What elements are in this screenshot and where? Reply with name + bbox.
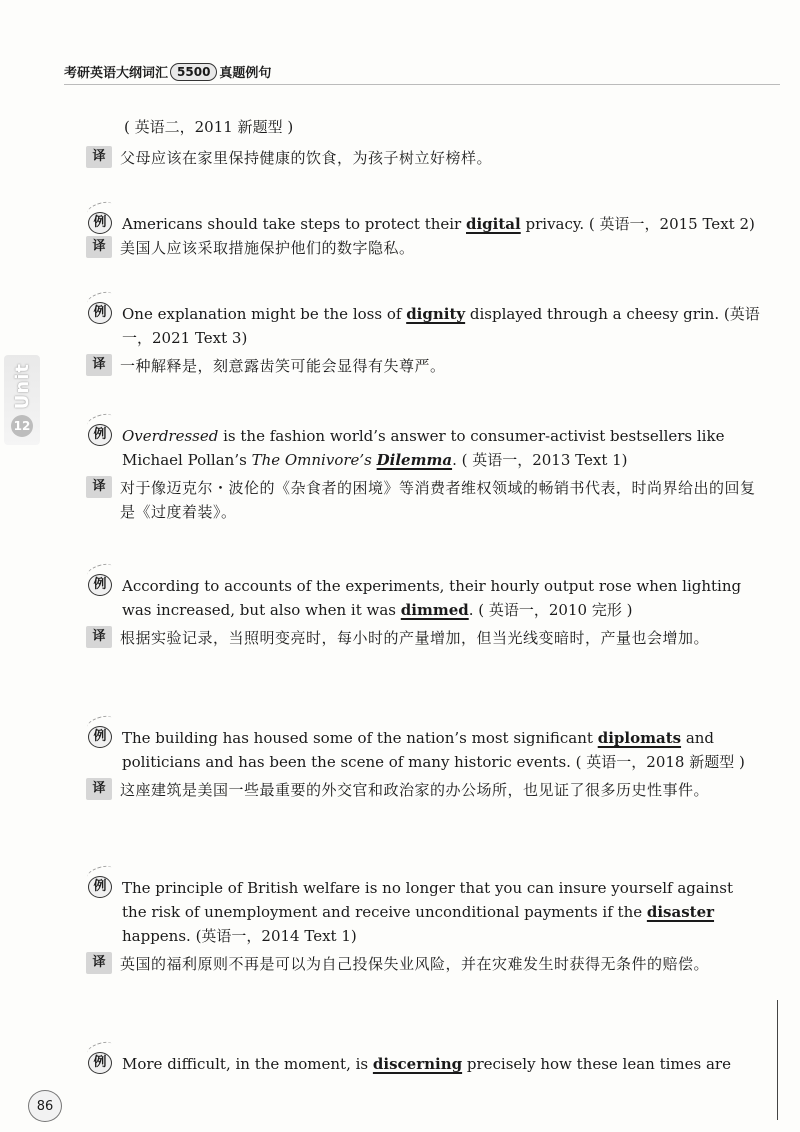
sentence-source: . ( 英语一，2010 完形 ): [468, 601, 633, 619]
sentence-text: According to accounts of the experiments, their hourly output rose when lighting was increased, but also when it was: [122, 577, 742, 619]
example-label: 例: [88, 302, 112, 324]
running-header: [64, 62, 271, 81]
keyword: dimmed: [400, 601, 469, 619]
margin-rule: [777, 1000, 778, 1120]
sentence-source: precisely how these lean times are: [462, 1055, 731, 1073]
translation-label: 译: [86, 236, 112, 258]
book-title: The Omnivore’s: [251, 451, 377, 469]
keyword: discerning: [372, 1055, 463, 1073]
translation-text: 父母应该在家里保持健康的饮食，为孩子树立好榜样。: [120, 149, 493, 167]
page-number: 86: [28, 1090, 62, 1122]
sentence-text: Americans should take steps to protect their: [122, 215, 466, 233]
example-label: 例: [88, 424, 112, 446]
translation-text: 美国人应该采取措施保护他们的数字隐私。: [120, 239, 415, 257]
translation-text: 一种解释是，刻意露齿笑可能会显得有失尊严。: [120, 357, 446, 375]
example-label: 例: [88, 726, 112, 748]
example-entry: [86, 302, 760, 378]
sentence-text: The principle of British welfare is no longer that you can insure yourself against the risk of unemployment and receive unconditional payments if the: [122, 879, 733, 921]
sentence-text: is the fashion world’s answer to consumer-activist bestsellers like Michael Pollan’s: [122, 427, 725, 469]
example-entry: [86, 1052, 760, 1076]
translation-text: 根据实验记录，当照明变亮时，每小时的产量增加，但当光线变暗时，产量也会增加。: [120, 629, 710, 647]
translation-text: 对于像迈克尔・波伦的《杂食者的困境》等消费者维权领域的畅销书代表，时尚界给出的回复是《过度着装》。: [120, 479, 756, 521]
sentence-text: The building has housed some of the nation’s most significant: [122, 729, 598, 747]
unit-number: 12: [11, 415, 33, 437]
previous-entry-source: ( 英语二，2011 新题型 ): [124, 118, 294, 136]
sentence-text: More difficult, in the moment, is: [122, 1055, 373, 1073]
example-sentence: [122, 302, 760, 350]
example-label: 例: [88, 574, 112, 596]
example-sentence: [122, 574, 760, 622]
book-title: Overdressed: [122, 427, 219, 445]
example-entry: [86, 876, 760, 976]
sentence-source: and politicians and has been the scene of many historic events. ( 英语一，2018 新题型 ): [122, 729, 745, 771]
header-badge: 5500: [170, 63, 217, 81]
translation-label: 译: [86, 952, 112, 974]
translation-text: 英国的福利原则不再是可以为自己投保失业风险，并在灾难发生时获得无条件的赔偿。: [120, 955, 710, 973]
sentence-source: . ( 英语一，2013 Text 1): [452, 451, 628, 469]
translation-text: 这座建筑是美国一些最重要的外交官和政治家的办公场所，也见证了很多历史性事件。: [120, 781, 710, 799]
keyword: diplomats: [597, 729, 682, 747]
example-label: 例: [88, 212, 112, 234]
translation-label: 译: [86, 626, 112, 648]
header-title-left: 考研英语大纲词汇: [64, 66, 169, 81]
example-label: 例: [88, 876, 112, 898]
sentence-source: displayed through a cheesy grin. (英语一，2021 Text 3): [122, 305, 760, 347]
example-sentence: [122, 424, 760, 472]
previous-entry-translation: [86, 146, 760, 170]
example-entry: [86, 726, 760, 802]
example-entry: [86, 574, 760, 650]
example-sentence: [122, 726, 760, 774]
example-label: 例: [88, 1052, 112, 1074]
translation-label: 译: [86, 778, 112, 800]
keyword: disaster: [646, 903, 715, 921]
keyword: dignity: [406, 305, 466, 323]
header-divider: [64, 84, 780, 85]
sentence-text: One explanation might be the loss of: [122, 305, 407, 323]
translation-label: 译: [86, 354, 112, 376]
header-title-right: 真题例句: [219, 66, 272, 81]
sentence-source: happens. (英语一，2014 Text 1): [122, 927, 357, 945]
keyword: digital: [466, 215, 521, 233]
example-sentence: [122, 212, 760, 236]
unit-label: Unit: [11, 362, 33, 410]
example-sentence: [122, 876, 760, 948]
example-entry: [86, 212, 760, 260]
unit-side-tab: [4, 355, 40, 445]
example-sentence: [122, 1052, 760, 1076]
example-entry: [86, 424, 760, 524]
keyword-text: Dilemma: [376, 451, 453, 469]
keyword: [377, 451, 452, 469]
sentence-source: privacy. ( 英语一，2015 Text 2): [520, 215, 755, 233]
translation-label: 译: [86, 476, 112, 498]
translation-label: 译: [86, 146, 112, 168]
